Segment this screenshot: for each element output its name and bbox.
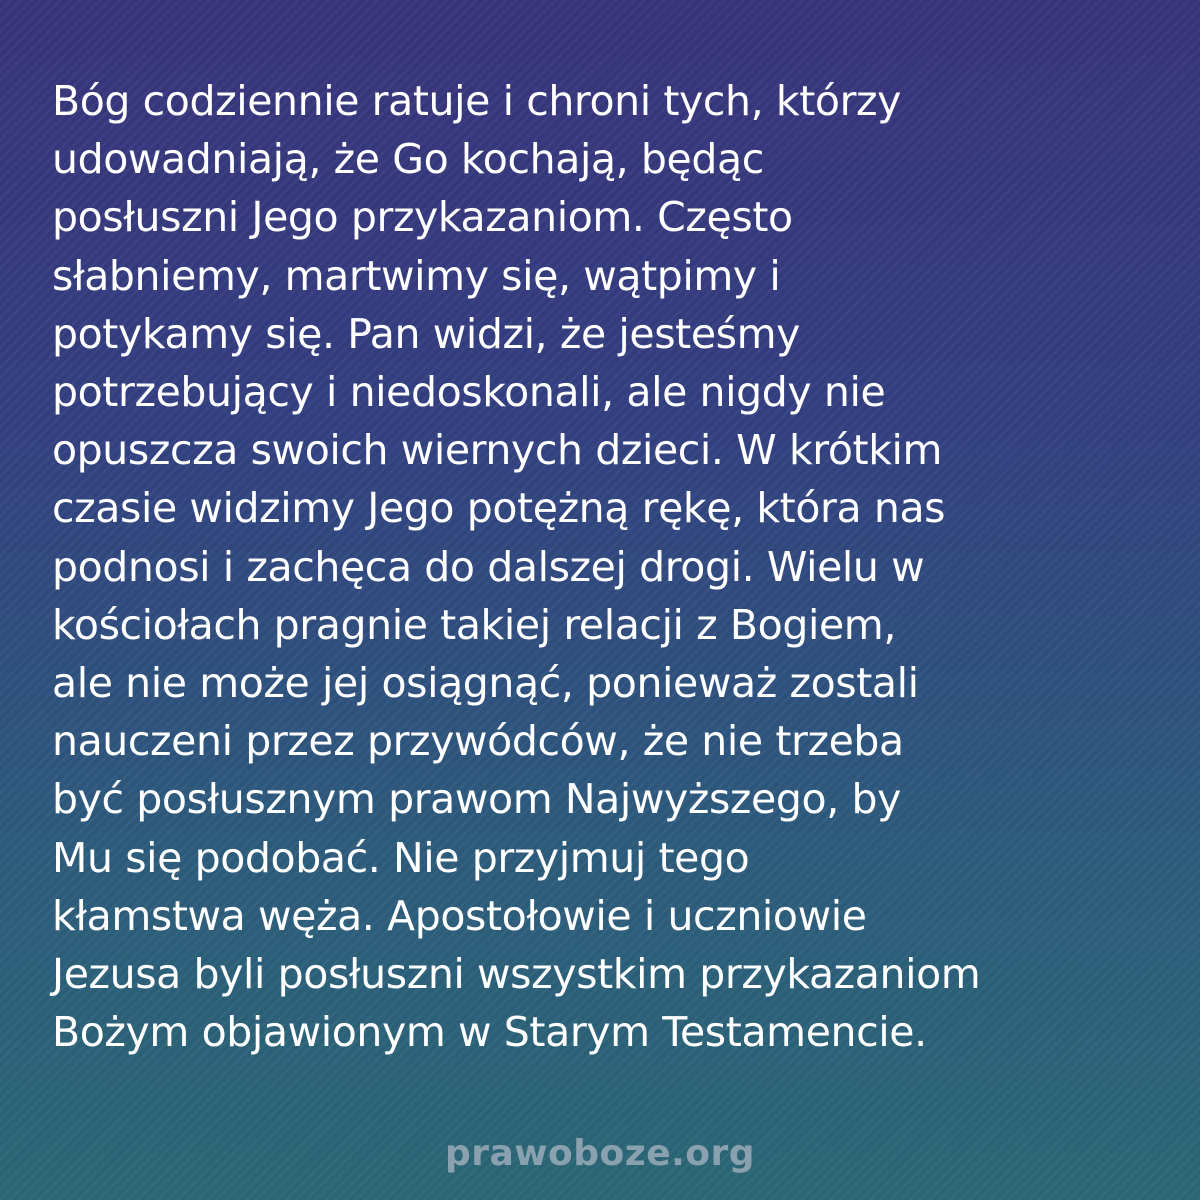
quote-line: nauczeni przez przywódców, że nie trzeba [52, 717, 904, 766]
quote-line: być posłusznym prawom Najwyższego, by [52, 775, 901, 824]
quote-line: Bóg codziennie ratuje i chroni tych, którzy [52, 77, 902, 125]
site-watermark: prawoboze.org [444, 1133, 756, 1174]
quote-line: posłuszni Jego przykazaniom. Często [52, 193, 793, 242]
quote-line: podnosi i zachęca do dalszej drogi. Wielu w [52, 542, 925, 591]
quote-line: kłamstwa węża. Apostołowie i uczniowie [52, 891, 867, 940]
quote-line: ale nie może jej osiągnąć, ponieważ zostali [52, 659, 919, 708]
quote-line: potykamy się. Pan widzi, że jesteśmy [52, 309, 801, 358]
quote-line: Mu się podobać. Nie przyjmuj tego [52, 833, 750, 882]
quote-line: kościołach pragnie takiej relacji z Bogiem, [52, 600, 896, 649]
quote-line: udowadniają, że Go kochają, będąc [52, 135, 764, 184]
quote-line: Bożym objawionym w Starym Testamencie. [52, 1008, 927, 1057]
quote-line: słabniemy, martwimy się, wątpimy i [52, 251, 781, 300]
quote-text [52, 72, 1162, 1061]
quote-line: Jezusa byli posłuszni wszystkim przykazaniom [52, 950, 981, 999]
quote-line: potrzebujący i niedoskonali, ale nigdy nie [52, 368, 886, 417]
quote-line: opuszcza swoich wiernych dzieci. W krótkim [52, 426, 943, 475]
quote-line: czasie widzimy Jego potężną rękę, która nas [52, 484, 946, 533]
